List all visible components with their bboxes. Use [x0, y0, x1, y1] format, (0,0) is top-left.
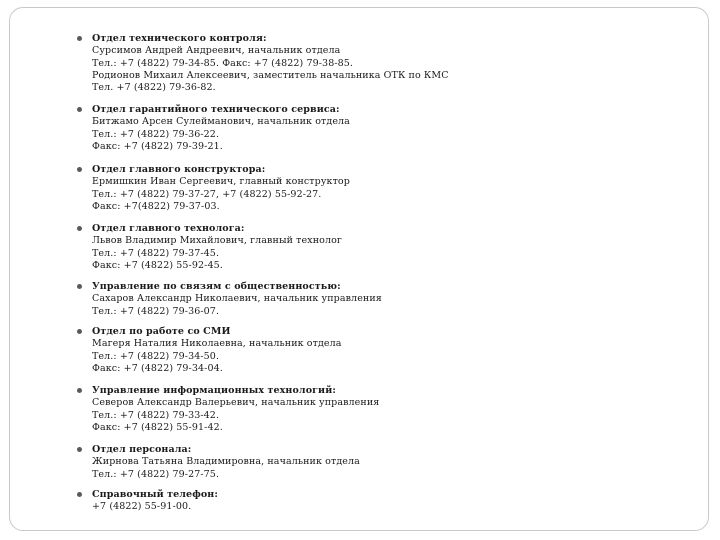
bullet-icon: [77, 167, 82, 172]
department-title: Управление информационных технологий:: [92, 385, 336, 396]
bullet-icon: [77, 329, 82, 334]
contact-line: Родионов Михаил Алексеевич, заместитель начальника ОТК по КМС: [92, 69, 449, 81]
department-title: Справочный телефон:: [92, 489, 218, 500]
contact-line: Ермишкин Иван Сергеевич, главный конструктор: [92, 176, 350, 188]
department-block: [92, 104, 652, 153]
department-block: [92, 489, 652, 514]
contact-line: Львов Владимир Михайлович, главный технолог: [92, 235, 342, 247]
contact-line: Тел.: +7 (4822) 79-34-50.: [92, 350, 220, 362]
bullet-icon: [77, 388, 82, 393]
contact-line: Тел.: +7 (4822) 79-34-85. Факс: +7 (4822) 79-38-85.: [92, 57, 354, 69]
contact-line: Сурсимов Андрей Андреевич, начальник отдела: [92, 45, 341, 57]
contact-line: Сахаров Александр Николаевич, начальник управления: [92, 293, 382, 305]
department-title: Отдел по работе со СМИ: [92, 326, 231, 337]
bullet-icon: [77, 107, 82, 112]
contact-line: Тел. +7 (4822) 79-36-82.: [92, 82, 216, 94]
department-title: Отдел гарантийного технического сервиса:: [92, 104, 340, 115]
contact-line: Битжамо Арсен Сулейманович, начальник отдела: [92, 116, 350, 128]
contact-line: Тел.: +7 (4822) 79-37-27, +7 (4822) 55-92-27.: [92, 188, 322, 200]
department-title: Отдел персонала:: [92, 444, 192, 455]
department-block: [92, 33, 652, 94]
department-block: [92, 281, 652, 318]
contact-line: +7 (4822) 55-91-00.: [92, 501, 192, 513]
contact-line: Жирнова Татьяна Владимировна, начальник отдела: [92, 456, 360, 468]
department-title: Отдел главного конструктора:: [92, 164, 266, 175]
department-block: [92, 326, 652, 375]
contact-line: Факс: +7(4822) 79-37-03.: [92, 200, 220, 212]
contact-line: Факс: +7 (4822) 79-39-21.: [92, 140, 223, 152]
contact-line: Факс: +7 (4822) 55-92-45.: [92, 259, 223, 271]
department-title: Отдел технического контроля:: [92, 33, 267, 44]
department-block: [92, 385, 652, 434]
department-block: [92, 444, 652, 481]
bullet-icon: [77, 492, 82, 497]
contact-line: Факс: +7 (4822) 79-34-04.: [92, 362, 223, 374]
contact-line: Тел.: +7 (4822) 79-37-45.: [92, 247, 220, 259]
contact-line: Факс: +7 (4822) 55-91-42.: [92, 421, 223, 433]
contact-line: Тел.: +7 (4822) 79-36-22.: [92, 128, 220, 140]
contact-line: Северов Александр Валерьевич, начальник управления: [92, 397, 380, 409]
contact-line: Тел.: +7 (4822) 79-27-75.: [92, 468, 220, 480]
department-block: [92, 223, 652, 272]
department-title: Управление по связям с общественностью:: [92, 281, 341, 292]
bullet-icon: [77, 447, 82, 452]
bullet-icon: [77, 226, 82, 231]
bullet-icon: [77, 284, 82, 289]
bullet-icon: [77, 36, 82, 41]
contact-line: Магеря Наталия Николаевна, начальник отдела: [92, 338, 342, 350]
contact-line: Тел.: +7 (4822) 79-33-42.: [92, 409, 220, 421]
department-block: [92, 164, 652, 213]
contact-line: Тел.: +7 (4822) 79-36-07.: [92, 305, 220, 317]
department-title: Отдел главного технолога:: [92, 223, 245, 234]
